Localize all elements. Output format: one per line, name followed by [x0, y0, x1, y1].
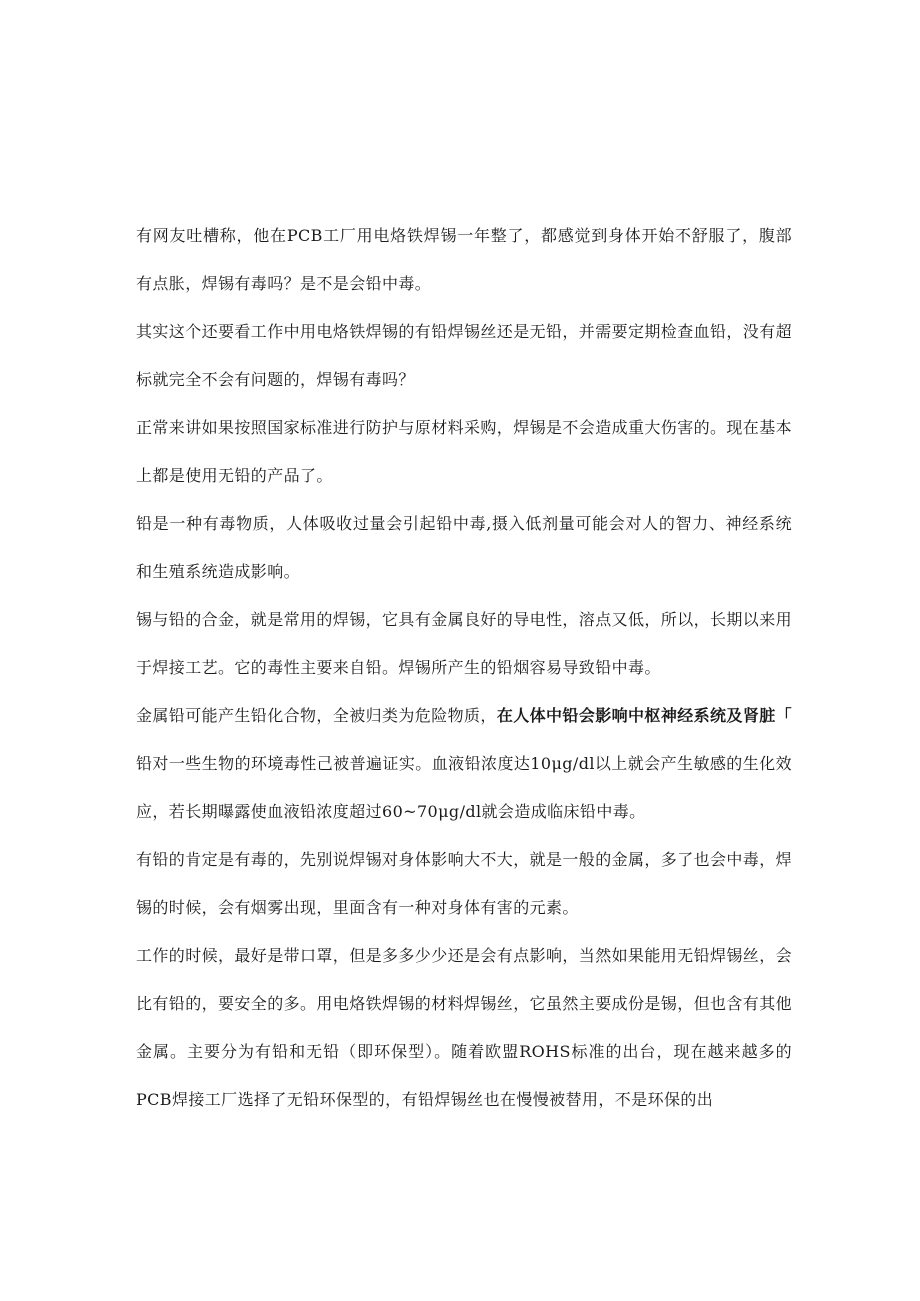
paragraph-7: 铅对一些生物的环境毒性己被普遍证实。血液铅浓度达10μg/dl以上就会产生敏感的生化效应，若长期曝露使血液铅浓度超过60~70μg/dl就会造成临床铅中毒。 [136, 754, 792, 821]
paragraph-6 [136, 692, 792, 740]
document-body [136, 212, 792, 1124]
paragraph-2: 其实这个还要看工作中用电烙铁焊锡的有铅焊锡丝还是无铅，并需要定期检查血铅，没有超标就完全不会有问题的，焊锡有毒吗？ [136, 322, 793, 389]
paragraph-6-normal-text: 金属铅可能产生铅化合物，全被归类为危险物质， [136, 706, 497, 725]
paragraph-5: 锡与铅的合金，就是常用的焊锡，它具有金属良好的导电性，溶点又低，所以，长期以来用于焊接工艺。它的毒性主要来自铅。焊锡所产生的铅烟容易导致铅中毒。 [136, 610, 793, 677]
paragraph-6-bold-text: 在人体中铅会影响中枢神经系统及肾脏「 [496, 706, 793, 725]
paragraph-9: 工作的时候，最好是带口罩，但是多多少少还是会有点影响，当然如果能用无铅焊锡丝，会比有铅的，要安全的多。用电烙铁焊锡的材料焊锡丝，它虽然主要成份是锡，但也含有其他金属。主要分为有铅和无铅（即环保型）。随着欧盟ROHS标准的出台，现在越来越多的PCB焊接工厂选择了无铅环保型的，有铅焊锡丝也在慢慢被替用，不是环保的出 [136, 946, 793, 1109]
paragraph-3: 正常来讲如果按照国家标准进行防护与原材料采购，焊锡是不会造成重大伤害的。现在基本上都是使用无铅的产品了。 [136, 418, 793, 485]
paragraph-1: 有网友吐槽称，他在PCB工厂用电烙铁焊锡一年整了，都感觉到身体开始不舒服了，腹部有点胀，焊锡有毒吗？是不是会铅中毒。 [136, 226, 792, 293]
paragraph-8: 有铅的肯定是有毒的，先别说焊锡对身体影响大不大，就是一般的金属，多了也会中毒，焊锡的时候，会有烟雾出现，里面含有一种对身体有害的元素。 [136, 850, 793, 917]
paragraph-4: 铅是一种有毒物质，人体吸收过量会引起铅中毒,摄入低剂量可能会对人的智力、神经系统和生殖系统造成影响。 [136, 514, 792, 581]
